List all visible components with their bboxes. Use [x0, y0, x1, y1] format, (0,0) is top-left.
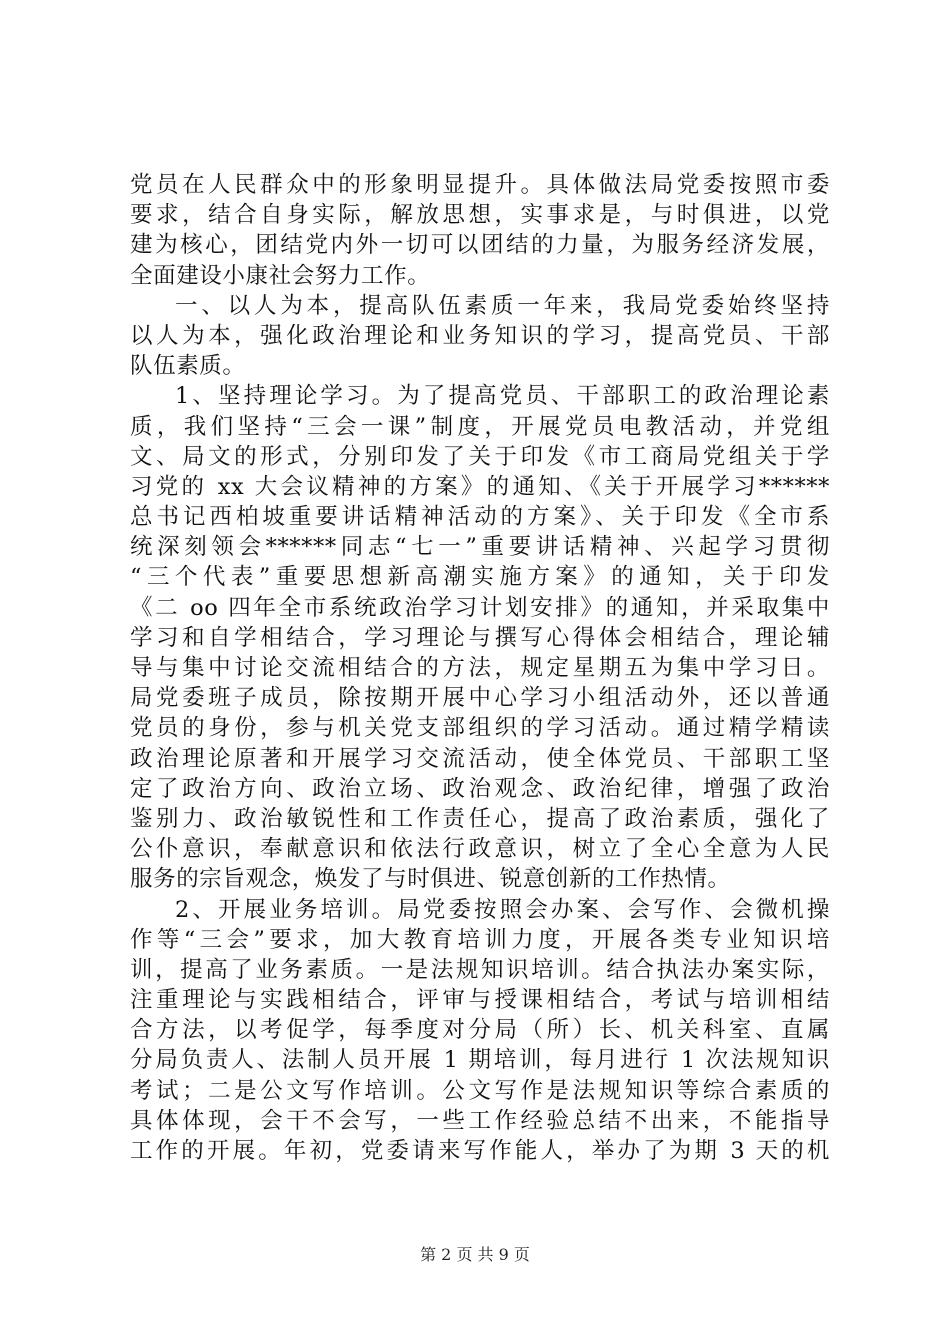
text-line: 总书记西柏坡重要讲话精神活动的方案》、关于印发《全市系 — [130, 504, 830, 531]
text-line: 统深刻领会******同志“七一”重要讲话精神、兴起学习贯彻 — [130, 534, 830, 561]
text-line: 一、以人为本，提高队伍素质一年来，我局党委始终坚持 — [175, 292, 830, 319]
text-line: 队伍素质。 — [130, 353, 246, 380]
text-line: 质，我们坚持“三会一课”制度，开展党员电教活动，并党组 — [130, 413, 830, 440]
text-line: 具体体现，会干不会写，一些工作经验总结不出来，不能指导 — [130, 1107, 830, 1134]
text-line: 合方法，以考促学，每季度对分局（所）长、机关科室、直属 — [130, 1017, 830, 1044]
text-line: 工作的开展。年初，党委请来写作能人，举办了为期 3 天的机 — [130, 1138, 830, 1164]
text-line: 注重理论与实践相结合，评审与授课相结合，考试与培训相结 — [130, 987, 830, 1014]
text-line: 1、坚持理论学习。为了提高党员、干部职工的政治理论素 — [175, 383, 830, 410]
text-line: 党员的身份，参与机关党支部组织的学习活动。通过精学精读 — [130, 715, 830, 742]
text-line: 局党委班子成员，除按期开展中心学习小组活动外，还以普通 — [130, 685, 830, 712]
text-line: 建为核心，团结党内外一切可以团结的力量，为服务经济发展， — [130, 232, 830, 259]
text-line: 训，提高了业务素质。一是法规知识培训。结合执法办案实际， — [130, 956, 830, 983]
text-line: 《二 oo 四年全市系统政治学习计划安排》的通知，并采取集中 — [130, 594, 830, 621]
text-line: 习党的 xx 大会议精神的方案》的通知、《关于开展学习****** — [130, 473, 830, 500]
text-line: 全面建设小康社会努力工作。 — [130, 262, 431, 289]
text-line: 文、局文的形式，分别印发了关于印发《市工商局党组关于学 — [130, 443, 830, 470]
page-footer: 第 2 页 共 9 页 — [420, 1245, 530, 1264]
text-line: 2、开展业务培训。局党委按照会办案、会写作、会微机操 — [175, 896, 830, 923]
text-line: 考试；二是公文写作培训。公文写作是法规知识等综合素质的 — [130, 1077, 830, 1104]
text-line: 鉴别力、政治敏锐性和工作责任心，提高了政治素质，强化了 — [130, 805, 830, 832]
text-line: 政治理论原著和开展学习交流活动，使全体党员、干部职工坚 — [130, 745, 830, 772]
text-line: 党员在人民群众中的形象明显提升。具体做法局党委按照市委 — [130, 172, 830, 198]
text-line: 服务的宗旨观念，焕发了与时俱进、锐意创新的工作热情。 — [130, 866, 731, 893]
text-line: “三个代表”重要思想新高潮实施方案》的通知，关于印发 — [130, 564, 830, 591]
text-line: 作等“三会”要求，加大教育培训力度，开展各类专业知识培 — [130, 926, 830, 953]
document-body — [130, 170, 830, 1166]
text-line: 以人为本，强化政治理论和业务知识的学习，提高党员、干部 — [130, 322, 830, 349]
text-line: 要求，结合自身实际，解放思想，实事求是，与时俱进，以党 — [130, 202, 830, 229]
text-line: 公仆意识，奉献意识和依法行政意识，树立了全心全意为人民 — [130, 836, 830, 863]
text-line: 导与集中讨论交流相结合的方法，规定星期五为集中学习日。 — [130, 655, 830, 681]
text-line: 定了政治方向、政治立场、政治观念、政治纪律，增强了政治 — [130, 775, 830, 802]
text-line: 分局负责人、法制人员开展 1 期培训，每月进行 1 次法规知识 — [130, 1047, 830, 1074]
text-line: 学习和自学相结合，学习理论与撰写心得体会相结合，理论辅 — [130, 624, 830, 651]
